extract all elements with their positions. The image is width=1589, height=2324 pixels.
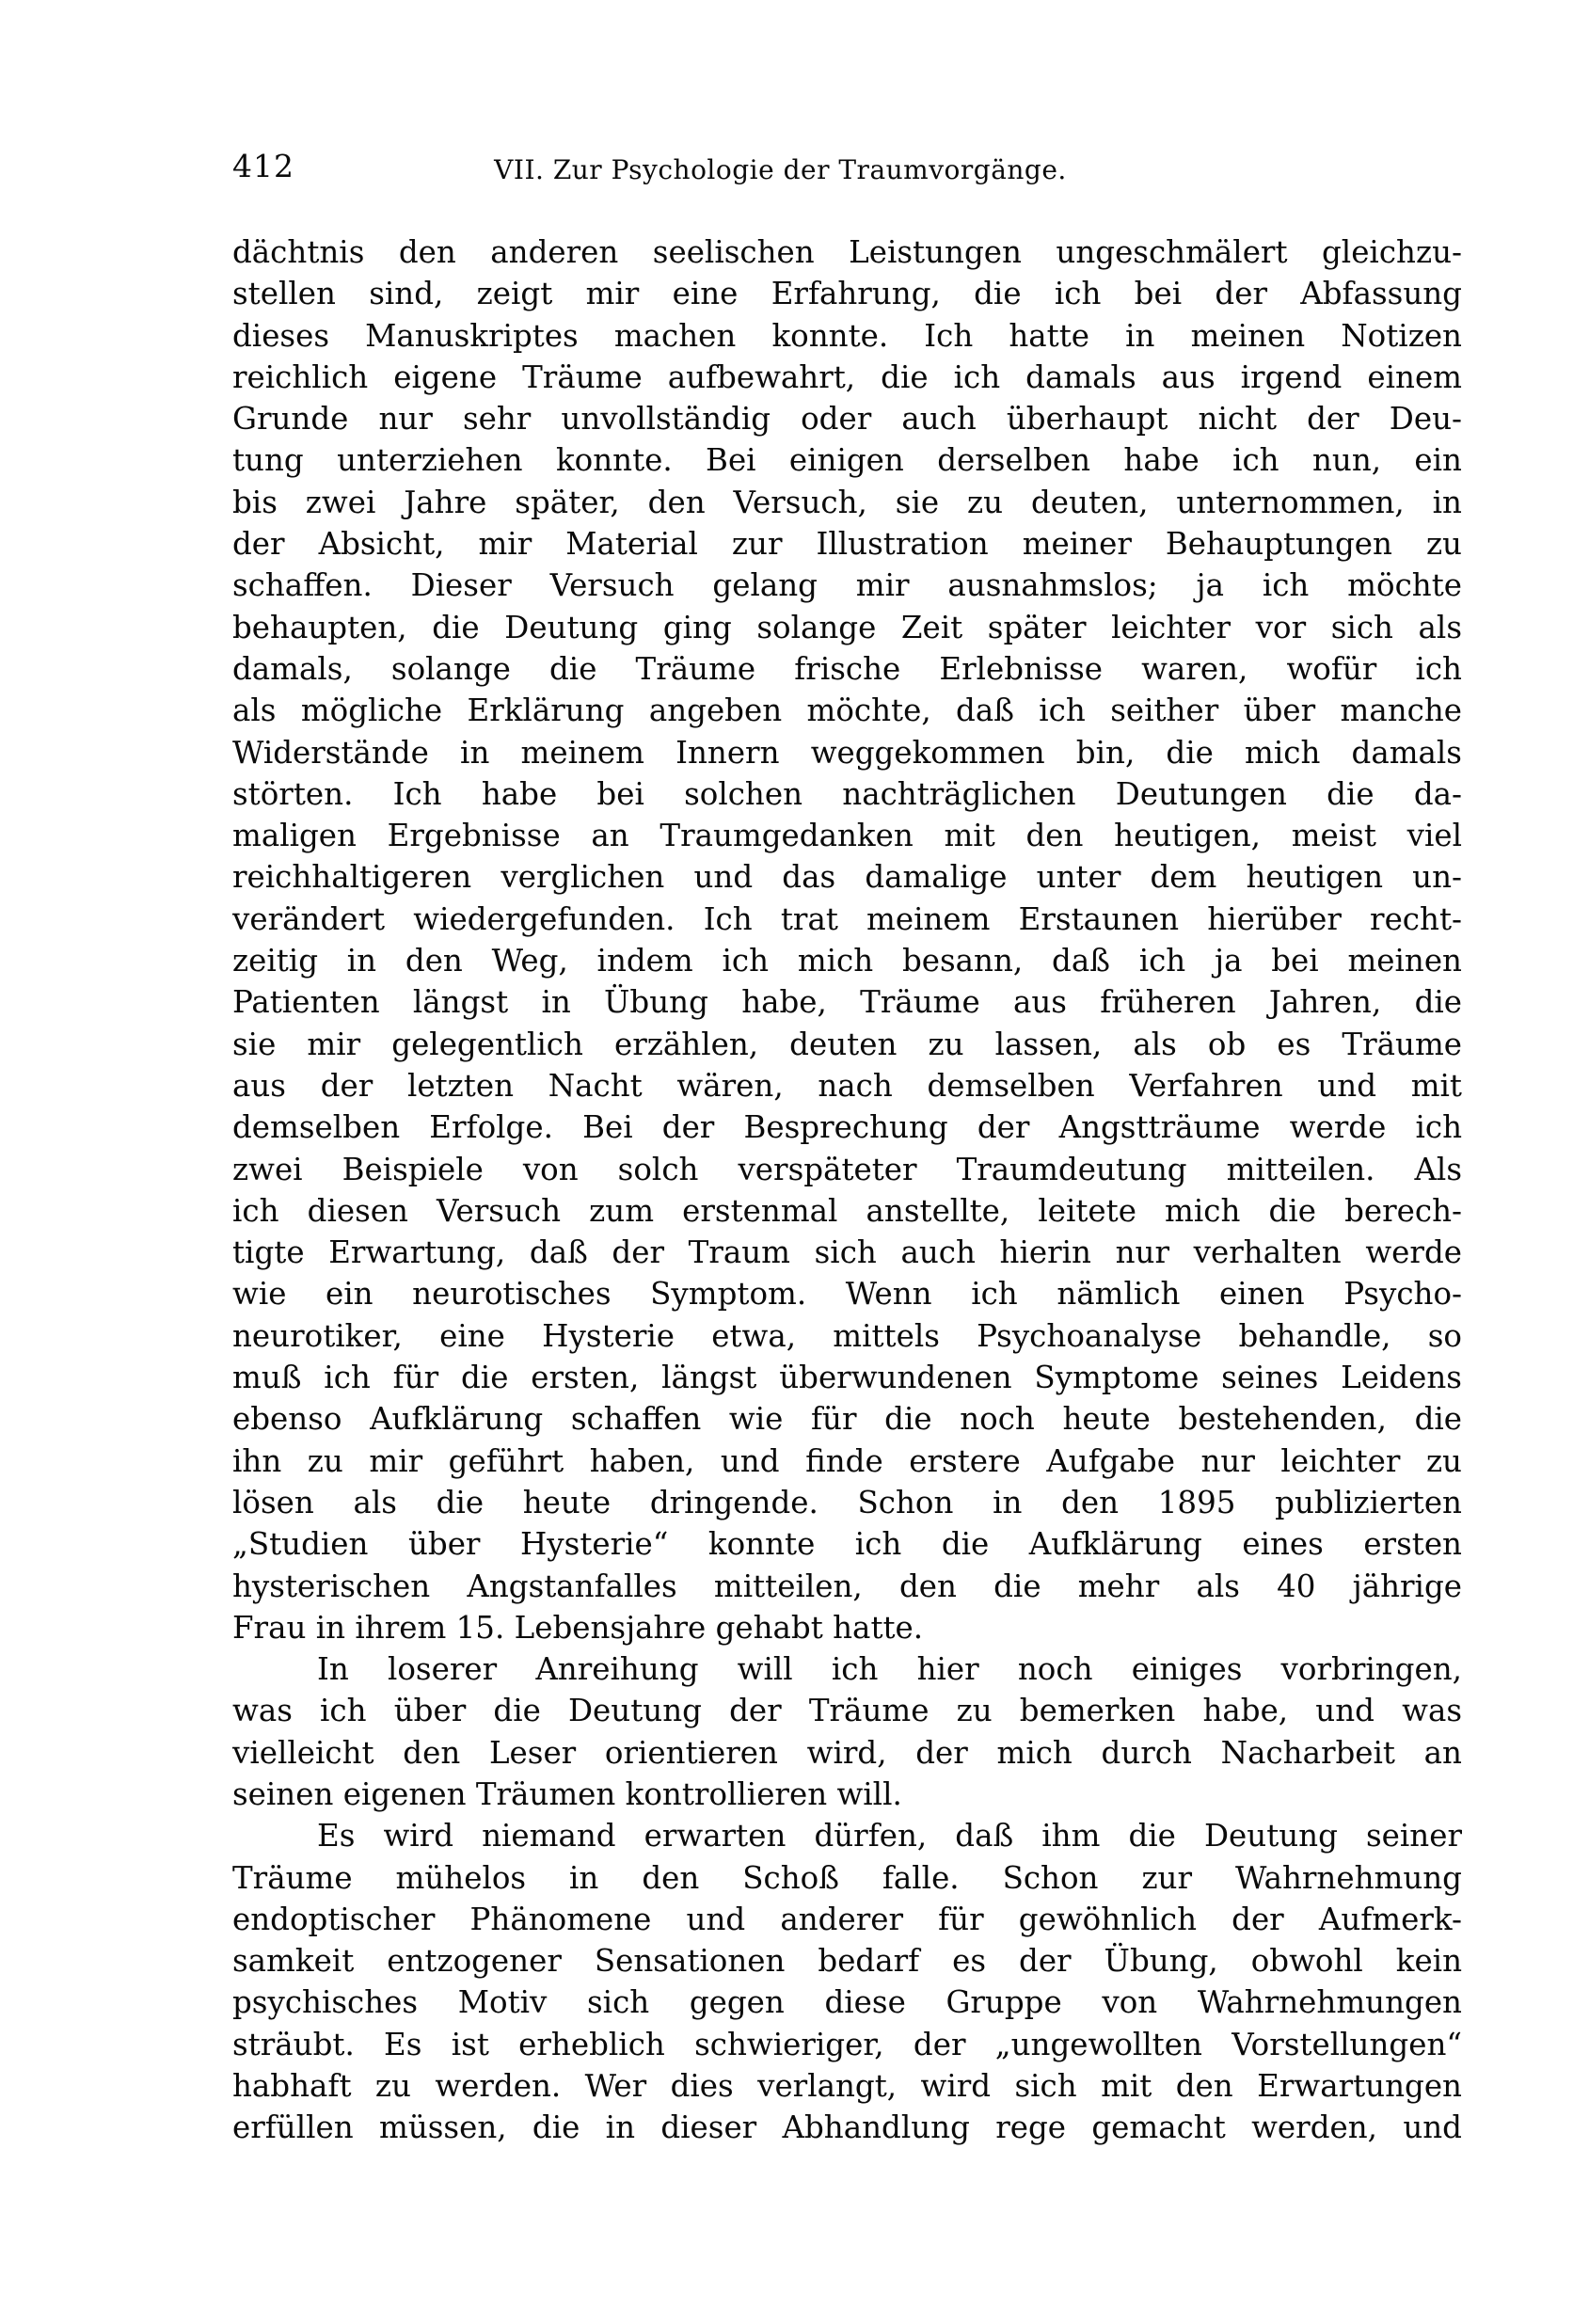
- text-line: dächtnis den anderen seelischen Leistungen ungeschmälert gleichzu-: [232, 234, 1462, 270]
- text-line: lösen als die heute dringende. Schon in den 1895 publizierten: [232, 1484, 1462, 1520]
- text-line: stellen sind, zeigt mir eine Erfahrung, die ich bei der Abfassung: [232, 276, 1462, 312]
- text-line: damals, solange die Träume frische Erlebnisse waren, wofür ich: [232, 650, 1462, 687]
- text-line: Es wird niemand erwarten dürfen, daß ihm die Deutung seiner: [317, 1818, 1462, 1854]
- text-line: neurotiker, eine Hysterie etwa, mittels Psychoanalyse behandle, so: [232, 1317, 1462, 1354]
- text-line: erfüllen müssen, die in dieser Abhandlung rege gemacht werden, und: [232, 2109, 1462, 2146]
- text-line: Frau in ihrem 15. Lebensjahre gehabt hatte.: [232, 1609, 924, 1646]
- text-line: was ich über die Deutung der Träume zu bemerken habe, und was: [232, 1693, 1462, 1729]
- text-line: als mögliche Erklärung angeben möchte, daß ich seither über manche: [232, 692, 1462, 729]
- text-line: aus der letzten Nacht wären, nach demselben Verfahren und mit: [232, 1067, 1462, 1104]
- text-line: schaffen. Dieser Versuch gelang mir ausnahmslos; ja ich möchte: [232, 567, 1462, 604]
- text-line: zwei Beispiele von solch verspäteter Traumdeutung mitteilen. Als: [232, 1151, 1462, 1187]
- text-line: tigte Erwartung, daß der Traum sich auch hierin nur verhalten werde: [232, 1234, 1462, 1271]
- text-line: der Absicht, mir Material zur Illustration meiner Behauptungen zu: [232, 526, 1462, 563]
- text-line: vielleicht den Leser orientieren wird, der mich durch Nacharbeit an: [232, 1734, 1462, 1771]
- text-line: Träume mühelos in den Schoß falle. Schon zur Wahrnehmung: [232, 1859, 1462, 1896]
- text-line: sträubt. Es ist erheblich schwieriger, der „ungewollten Vorstellungen“: [232, 2026, 1462, 2062]
- text-line: demselben Erfolge. Bei der Besprechung der Angstträume werde ich: [232, 1109, 1462, 1146]
- text-line: Grunde nur sehr unvollständig oder auch überhaupt nicht der Deu-: [232, 401, 1462, 438]
- text-line: sie mir gelegentlich erzählen, deuten zu lassen, als ob es Träume: [232, 1026, 1462, 1062]
- text-line: „Studien über Hysterie“ konnte ich die Aufklärung eines ersten: [232, 1526, 1462, 1563]
- text-line: ich diesen Versuch zum erstenmal anstellte, leitete mich die berech-: [232, 1192, 1462, 1229]
- text-line: ebenso Aufklärung schaffen wie für die noch heute bestehenden, die: [232, 1401, 1462, 1438]
- page-number: 412: [232, 148, 294, 184]
- text-line: In loserer Anreihung will ich hier noch einiges vorbringen,: [317, 1651, 1462, 1688]
- text-line: ihn zu mir geführt haben, und finde erstere Aufgabe nur leichter zu: [232, 1442, 1462, 1479]
- text-line: bis zwei Jahre später, den Versuch, sie zu deuten, unternommen, in: [232, 484, 1462, 520]
- body-text: [232, 231, 1462, 2149]
- text-line: samkeit entzogener Sensationen bedarf es der Übung, obwohl kein: [232, 1943, 1462, 1980]
- text-line: störten. Ich habe bei solchen nachträglichen Deutungen die da-: [232, 775, 1462, 812]
- text-line: maligen Ergebnisse an Traumgedanken mit den heutigen, meist viel: [232, 818, 1462, 854]
- text-line: verändert wiedergefunden. Ich trat meinem Erstaunen hierüber recht-: [232, 900, 1462, 937]
- text-line: zeitig in den Weg, indem ich mich besann, daß ich ja bei meinen: [232, 943, 1462, 979]
- text-line: habhaft zu werden. Wer dies verlangt, wird sich mit den Erwartungen: [232, 2068, 1462, 2105]
- text-line: reichhaltigeren verglichen und das damalige unter dem heutigen un-: [232, 859, 1462, 896]
- chapter-running-title: VII. Zur Psychologie der Traumvorgänge.: [494, 154, 1067, 185]
- text-line: hysterischen Angstanfalles mitteilen, den die mehr als 40 jährige: [232, 1568, 1462, 1604]
- text-line: Widerstände in meinem Innern weggekommen bin, die mich damals: [232, 734, 1462, 771]
- text-line: muß ich für die ersten, längst überwundenen Symptome seines Leidens: [232, 1360, 1462, 1396]
- running-head: [0, 0, 1589, 207]
- text-line: reichlich eigene Träume aufbewahrt, die ich damals aus irgend einem: [232, 358, 1462, 395]
- text-line: psychisches Motiv sich gegen diese Gruppe von Wahrnehmungen: [232, 1984, 1462, 2021]
- text-line: Patienten längst in Übung habe, Träume aus früheren Jahren, die: [232, 984, 1462, 1021]
- text-line: dieses Manuskriptes machen konnte. Ich hatte in meinen Notizen: [232, 317, 1462, 354]
- text-line: seinen eigenen Träumen kontrollieren will.: [232, 1775, 902, 1812]
- text-line: endoptischer Phänomene und anderer für gewöhnlich der Aufmerk-: [232, 1901, 1462, 1937]
- text-line: wie ein neurotisches Symptom. Wenn ich nämlich einen Psycho-: [232, 1276, 1462, 1313]
- text-line: tung unterziehen konnte. Bei einigen derselben habe ich nun, ein: [232, 442, 1462, 479]
- text-line: behaupten, die Deutung ging solange Zeit später leichter vor sich als: [232, 609, 1462, 645]
